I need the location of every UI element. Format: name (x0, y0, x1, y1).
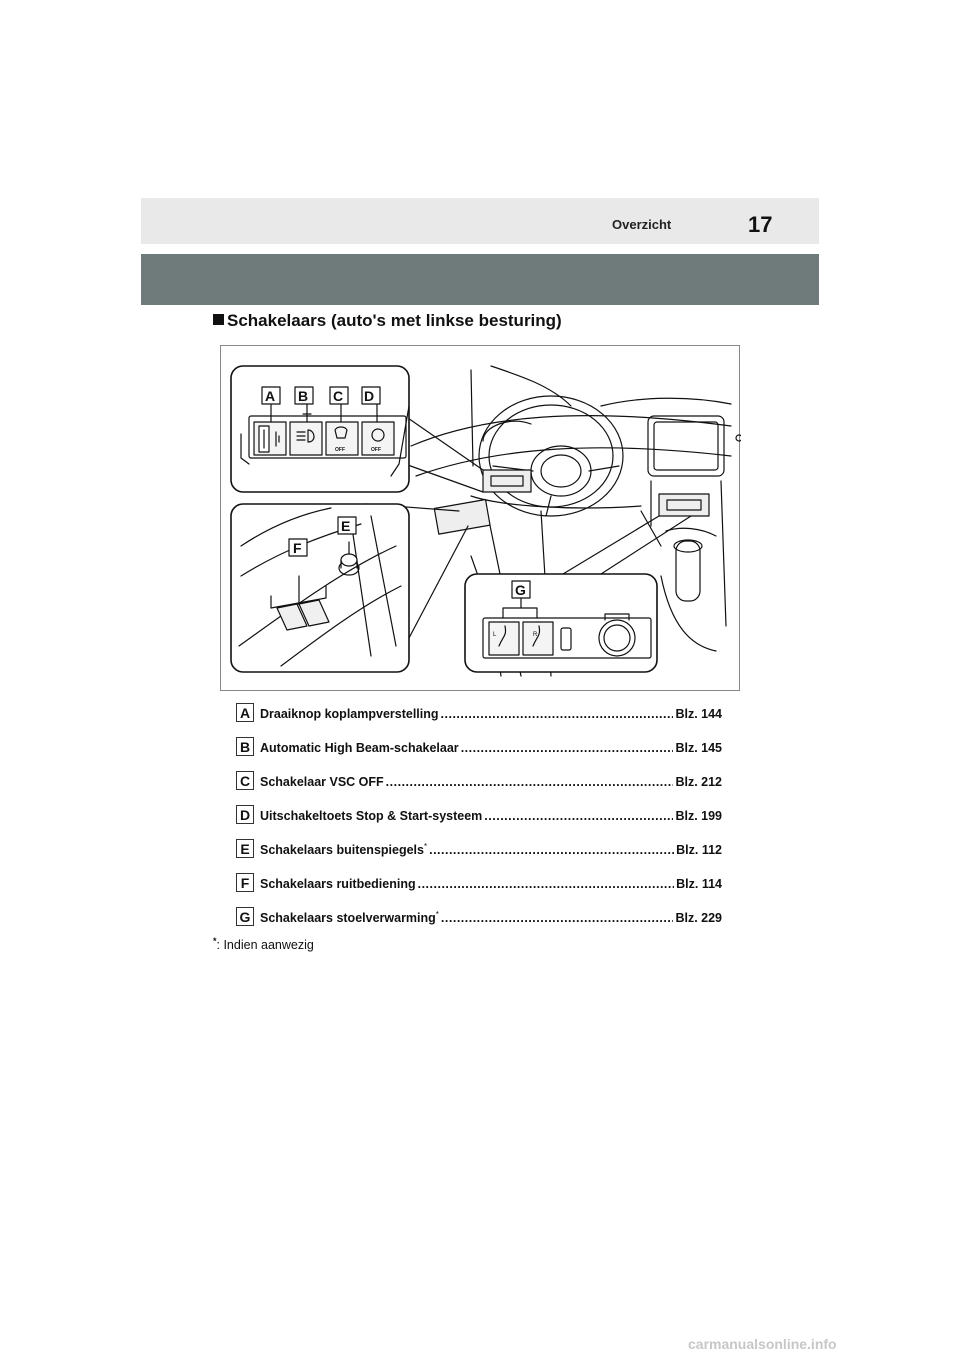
legend-page-ref[interactable]: Blz. 229 (675, 911, 722, 926)
switch-text-off: OFF (335, 447, 345, 453)
watermark: carmanualsonline.info (688, 1336, 837, 1352)
legend-leader-dots (429, 843, 674, 857)
legend-leader-dots (441, 707, 674, 721)
legend-label: Schakelaars buitenspiegels* (260, 842, 428, 858)
svg-text:C: C (333, 388, 344, 404)
legend-item-b (236, 737, 722, 759)
legend-page-ref[interactable]: Blz. 112 (676, 843, 722, 858)
svg-text:D: D (364, 388, 375, 404)
gear-shifter (661, 528, 716, 651)
panel-g (465, 574, 657, 672)
legend-label: Schakelaar VSC OFF (260, 775, 384, 790)
leader-line (563, 516, 659, 574)
legend-letter-badge: B (236, 737, 254, 756)
legend-page-ref[interactable]: Blz. 114 (676, 877, 722, 892)
legend-leader-dots (441, 911, 674, 925)
header-band (141, 254, 819, 305)
legend-item-e (236, 839, 722, 861)
legend-item-c (236, 771, 722, 793)
footnote-marker: * (213, 936, 217, 946)
legend-page-ref[interactable]: Blz. 212 (675, 775, 722, 790)
legend-letter-badge: G (236, 907, 254, 926)
legend-item-a (236, 703, 722, 725)
switch-text-off: OFF (371, 447, 381, 453)
svg-text:A: A (265, 388, 276, 404)
callout-g (512, 581, 530, 598)
dashboard-illustration (221, 346, 741, 692)
legend-leader-dots (484, 809, 673, 823)
section-title (213, 311, 562, 331)
callout-d (362, 387, 380, 404)
panel-ef (231, 504, 409, 672)
seat-heater-left-label: L (493, 632, 497, 638)
legend-item-g (236, 907, 722, 929)
callout-f (289, 539, 307, 556)
section-title-text: Schakelaars (auto's met linkse besturing) (227, 311, 562, 330)
legend-item-d (236, 805, 722, 827)
legend-letter-badge: C (236, 771, 254, 790)
header-title: Overzicht (612, 217, 672, 232)
legend-leader-dots (418, 877, 675, 891)
location-highlight-abcd (483, 470, 531, 492)
legend-label: Uitschakeltoets Stop & Start-systeem (260, 809, 483, 824)
legend-label: Draaiknop koplampverstelling (260, 707, 439, 722)
svg-text:G: G (515, 582, 526, 598)
location-highlight-ef (434, 499, 490, 534)
legend-page-ref[interactable]: Blz. 199 (675, 809, 722, 824)
seat-heater-right-label: R (533, 632, 538, 638)
footnote (213, 936, 314, 952)
legend-item-f (236, 873, 722, 895)
legend-leader-dots (386, 775, 674, 789)
switch-location-figure (220, 345, 740, 691)
svg-text:F: F (293, 540, 302, 556)
callout-b (295, 387, 313, 404)
steering-wheel (479, 396, 623, 516)
callout-a (262, 387, 280, 404)
legend-label: Schakelaars ruitbediening (260, 877, 416, 892)
legend-letter-badge: F (236, 873, 254, 892)
legend-page-ref[interactable]: Blz. 144 (675, 707, 722, 722)
svg-text:B: B (298, 388, 309, 404)
page-number: 17 (748, 212, 773, 237)
legend-letter-badge: D (236, 805, 254, 824)
callout-c (330, 387, 348, 404)
panel-abcd (231, 366, 409, 492)
leader-line (409, 526, 468, 638)
header-bar (141, 198, 819, 244)
legend-page-ref[interactable]: Blz. 145 (675, 741, 722, 756)
legend-label: Schakelaars stoelverwarming* (260, 910, 439, 926)
section-bullet-icon (213, 314, 224, 325)
leader-line (405, 464, 483, 492)
legend-label: Automatic High Beam-schakelaar (260, 741, 459, 756)
footnote-text: : Indien aanwezig (216, 938, 314, 953)
callout-e (338, 517, 356, 534)
svg-text:E: E (341, 518, 351, 534)
legend-letter-badge: E (236, 839, 254, 858)
legend-leader-dots (461, 741, 674, 755)
legend-letter-badge: A (236, 703, 254, 722)
